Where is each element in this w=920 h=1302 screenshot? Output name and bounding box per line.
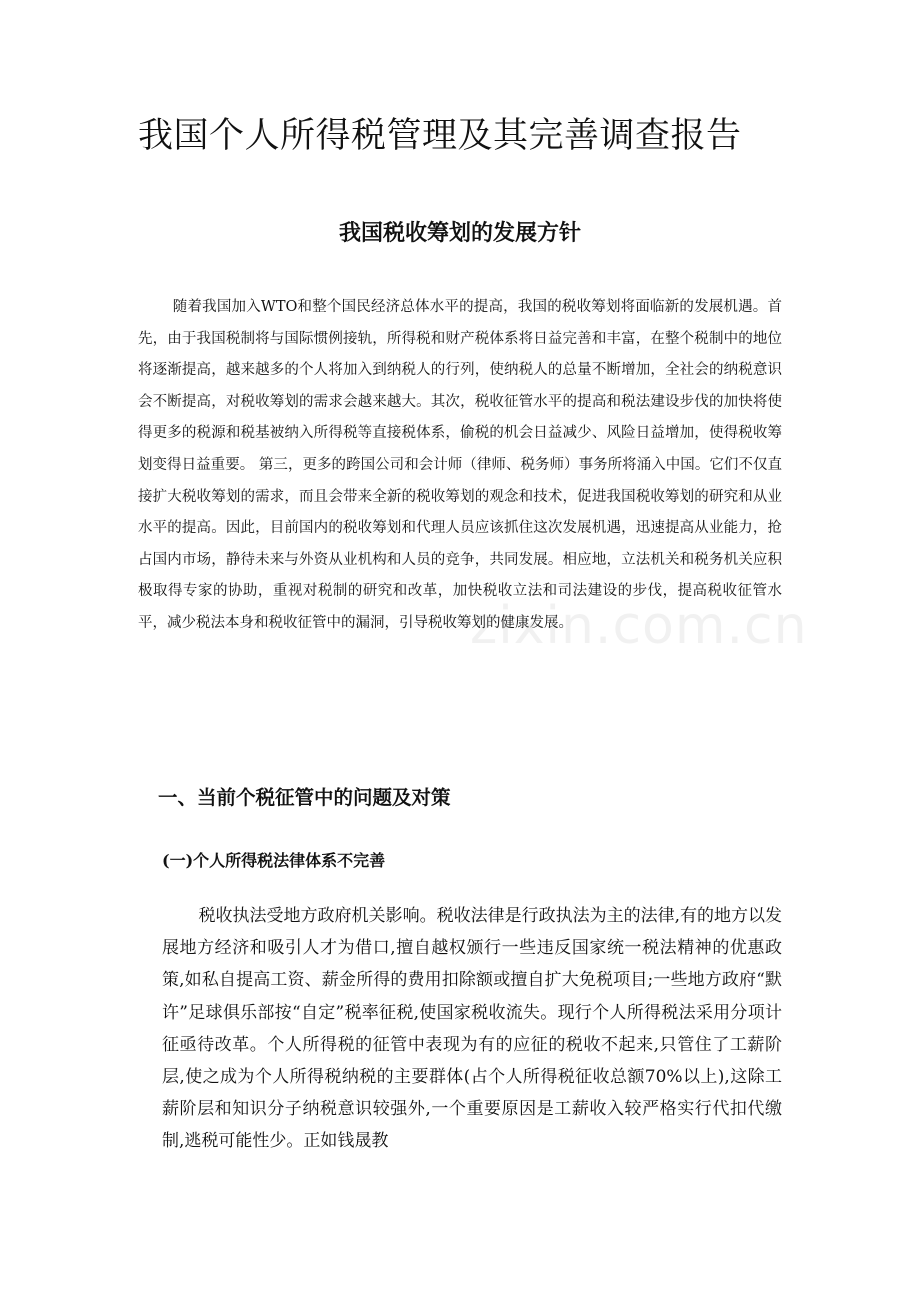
watermark-text: zixin.com.cn (470, 596, 808, 656)
body-paragraph: 税收执法受地方政府机关影响。税收法律是行政执法为主的法律,有的地方以发展地方经济和吸引人才为借口,擅自越权颁行一些违反国家统一税法精神的优惠政策,如私自提高工资、薪金所得的费用扣除额或擅自扩大免税项目;一些地方政府“默许”足球俱乐部按“自定”税率征税,使国家税收流失。现行个人所得税法采用分项计征亟待改革。个人所得税的征管中表现为有的应征的税收不起来,只管住了工薪阶层,使之成为个人所得税纳税的主要群体(占个人所得税征收总额70%以上),这除工薪阶层和知识分子纳税意识较强外,一个重要原因是工薪收入较严格实行代扣代缴制,逃税可能性少。正如钱晟教 (162, 906, 782, 1152)
heading-current-problems: 一、当前个税征管中的问题及对策 (158, 786, 451, 809)
subheading-legal-system: (一)个人所得税法律体系不完善 (162, 851, 386, 870)
section-title: 我国税收筹划的发展方针 (338, 221, 581, 246)
intro-paragraph: 随着我国加入WTO和整个国民经济总体水平的提高，我国的税收筹划将面临新的发展机遇。首先，由于我国税制将与国际惯例接轨，所得税和财产税体系将日益完善和丰富，在整个税制中的地位将逐渐提高，越来越多的个人将加入到纳税人的行列，使纳税人的总量不断增加，全社会的纳税意识会不断提高，对税收筹划的需求会越来越大。其次，税收征管水平的提高和税法建设步伐的加快将使得更多的税源和税基被纳入所得税等直接税体系，偷税的机会日益减少、风险日益增加，使得税收筹划变得日益重要。 第三，更多的跨国公司和会计师（律师、税务师）事务所将涌入中国。它们不仅直接扩大税收筹划的需求，而且会带来全新的税收筹划的观念和技术，促进我国税收筹划的研究和从业水平的提高。因此，目前国内的税收筹划和代理人员应该抓住这次发展机遇，迅速提高从业能力，抢占国内市场，静待未来与外资从业机构和人员的竞争，共同发展。相应地，立法机关和税务机关应积极取得专家的协助，重视对税制的研究和改革，加快税收立法和司法建设的步伐，提高税收征管水平，减少税法本身和税收征管中的漏洞，引导税收筹划的健康发展。 (138, 299, 782, 631)
document-title: 我国个人所得税管理及其完善调查报告 (138, 116, 742, 156)
